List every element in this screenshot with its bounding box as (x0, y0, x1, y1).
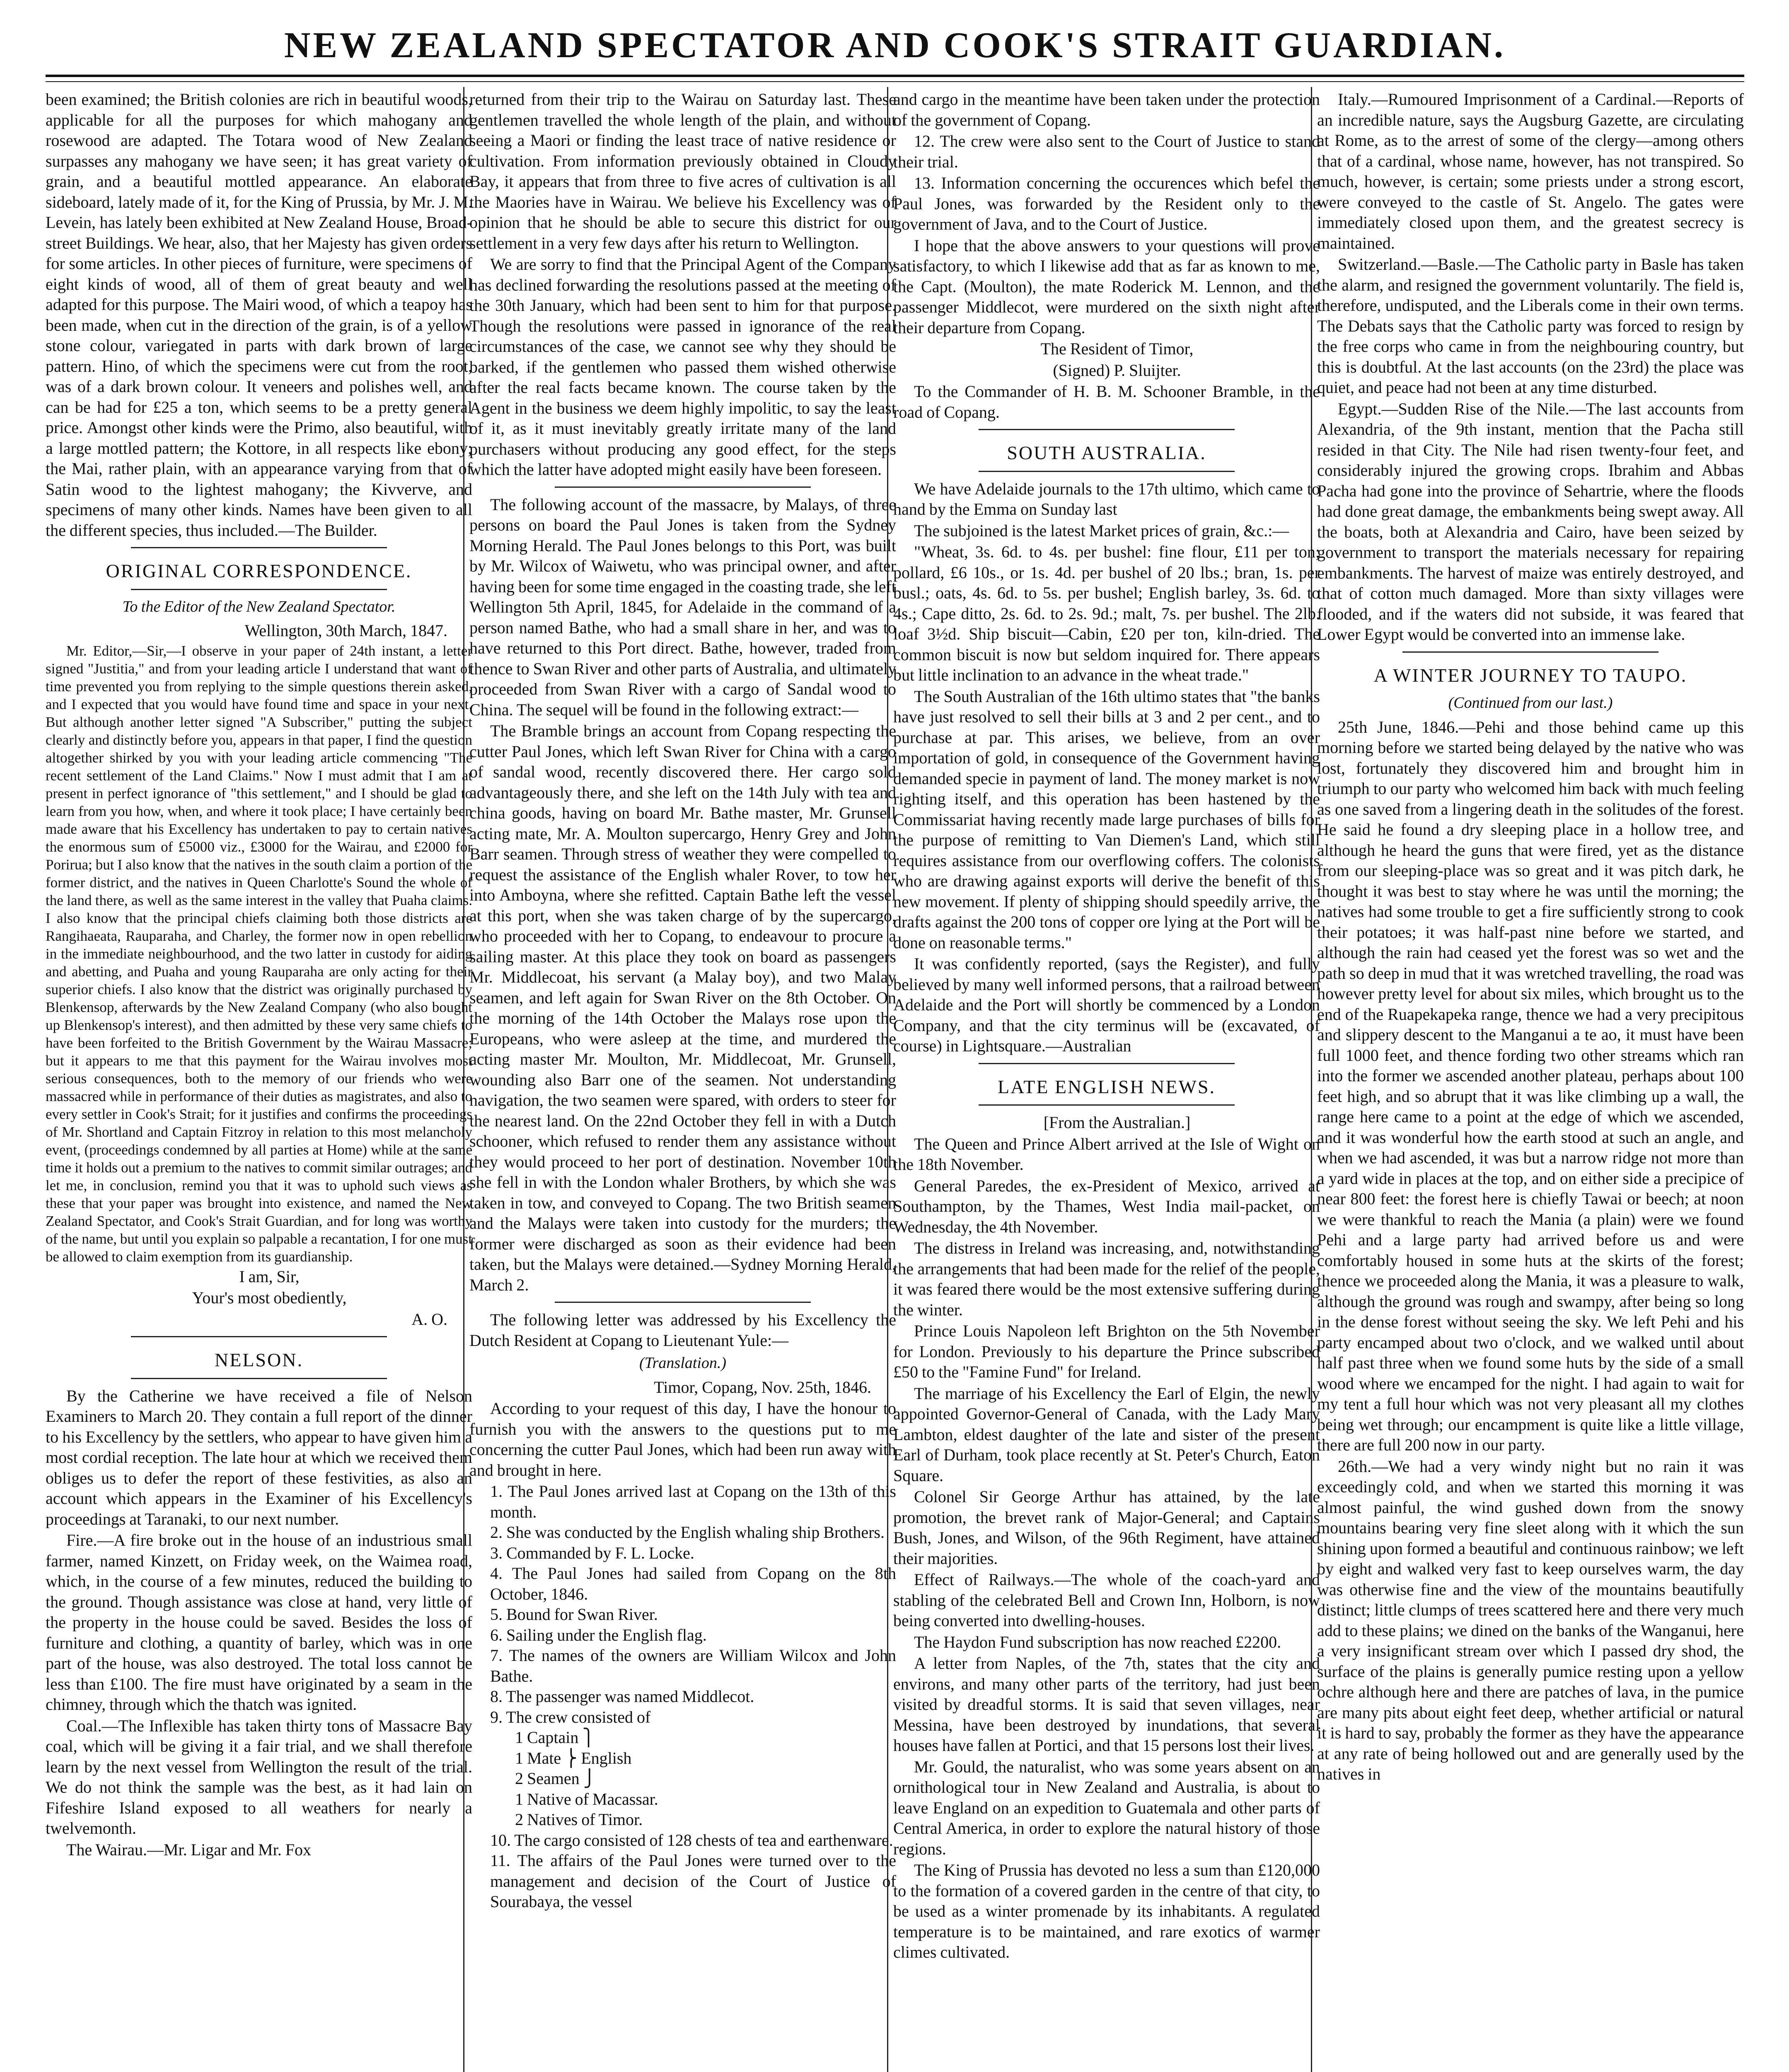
letter-cont: and cargo in the meantime have been taken under the protection of the government of Copang. (893, 90, 1320, 129)
crew-list (469, 1727, 896, 1830)
article-coal: Coal.—The Inflexible has taken thirty tons of Massacre Bay coal, which will be giving it a fair trial, and we shall therefore learn by the next vessel from Wellington the result of the trial. We do not think the sample was the best, as it had lain on Fifeshire Island exposed to all weathers for nearly a twelvemonth. (46, 1716, 472, 1837)
article-railroad: It was confidently reported, (says the Register), and fully believed by many well informed persons, that a railroad between Adelaide and the Port will shortly be commenced by a London Company, and that the city terminus will be (excavated, of course) in Lightsquare.—Australian (893, 954, 1320, 1055)
news-item: A letter from Naples, of the 7th, states that the city and environs, and many other parts of the territory, had just been visited by dreadful storms. It is said that seven villages, near Messina, have been destroyed by inundations, that several houses have fallen at Portici, and that 15 persons lost their lives. (893, 1654, 1320, 1755)
list-item: 6. Sailing under the English flag. (490, 1625, 707, 1644)
list-item: 10. The cargo consisted of 128 chests of tea and earthenware. (490, 1830, 893, 1849)
translation-label: (Translation.) (639, 1354, 727, 1372)
crew-item: 2 Natives of Timor. (515, 1810, 643, 1829)
article-fire: Fire.—A fire broke out in the house of an industrious small farmer, named Kinzett, on Friday week, on the Waimea road, which, in the course of a few minutes, reduced the building to the ground. Though assistance was close at hand, very little of the property in the house could be saved. Besides the loss of furniture and clothing, a quantity of barley, which was in one part of the house, was also destroyed. The total loss cannot be less than £100. The fire must have originated by a seam in the chimney, through which the thatch was ignited. (46, 1531, 472, 1714)
continued-note: (Continued from our last.) (1448, 694, 1613, 712)
list-item: 4. The Paul Jones had sailed from Copang on the 8th October, 1846. (490, 1564, 896, 1603)
letter-dateline: Timor, Copang, Nov. 25th, 1846. (654, 1377, 871, 1397)
article-adelaide: We have Adelaide journals to the 17th ultimo, which came to hand by the Emma on Sunday last (893, 479, 1320, 518)
article-nelson-dinner: By the Catherine we have received a file of Nelson Examiners to March 20. They contain a full report of the dinner to his Excellency by the settlers, who appear to have given him a most cordial reception. The late hour at which we received them obliges us to defer the report of these festivities, as also an account which appears in the Examiner of his Excellency's proceedings at Taranaki, to our next number. (46, 1386, 472, 1528)
journal-entry-26th: 26th.—We had a very windy night but no rain it was exceedingly cold, and when we started this morning it was almost painful, the wind gushed down from the snowy mountains bearing very fine sleet along with it which the sun shining upon formed a beautiful and continuous rainbow; we left by eight and walked very fast to keep ourselves warm, the day was otherwise fine and the view of the mountains beautifully distinct; little clumps of trees scattered here and there very much add to these plains; we dined on the banks of the Wanganui, here a very insignificant stream over which I passed dry shod, the surface of the plains is generally pumice resting upon a yellow ochre although here and there are patches of lava, in the pumice are many pits about eight feet deep, whether artificial or natural it is hard to say, probably the former as they have the appearance at any rate of being hollowed out and are generally used by the natives in (1317, 1457, 1744, 1783)
masthead: NEW ZEALAND SPECTATOR AND COOK'S STRAIT GUARDIAN. (284, 25, 1506, 65)
masthead-rule-thin (46, 81, 1744, 82)
heading-original-correspondence: ORIGINAL CORRESPONDENCE. (106, 560, 412, 581)
separator (131, 589, 387, 590)
article-banks: The South Australian of the 16th ultimo states that "the banks have just resolved to sell their bills at 3 and 2 per cent., and to purchase at par. This arises, we believe, from an over importation of gold, in consequence of the Government having demanded specie in payment of land. The money market is now righting itself, and this operation has been hastened by the Commissariat having recently made large purchases of bills for the purpose of remitting to Van Diemen's Land, which still requires assistance from our overflowing coffers. The colonists who are drawing against exports will derive the benefit of this new movement. If plenty of shipping should speedily arrive, the drafts against the 200 tons of copper ore lying at the Port will be done on reasonable terms." (893, 687, 1320, 952)
list-item: 11. The affairs of the Paul Jones were turned over to the management and decision of the Court of Justice of Sourabaya, the vessel (490, 1851, 896, 1911)
article-bramble: The Bramble brings an account from Copang respecting the cutter Paul Jones, which left Swan River for China with a cargo of sandal wood, recently discovered there. Her cargo sold advantageously there, and she left on the 14th July with tea and china goods, having on board Mr. Bathe master, Mr. Grunsell acting mate, Mr. A. Moulton supercargo, Henry Grey and John Barr seamen. Through stress of weather they were compelled to request the assistance of the English whaler Rover, to tow her into Amboyna, where she refitted. Captain Bathe left the vessel at this port, when she was taken charge of by the supercargo, who proceeded with her to Copang, to endeavour to procure a sailing master. At this place they took on board as passengers Mr. Middlecoat, his servant (a Malay boy), and two Malay seamen, and left again for Swan River on the 8th October. On the morning of the 14th October the Malays rose upon the Europeans, who were asleep at the time, and murdered the acting master Mr. Moulton, Mr. Middlecoat, Mr. Grunsell, wounding also Barr one of the seamen. Not understanding navigation, the two seamen were spared, with orders to steer for the nearest land. On the 22nd October they fell in with a Dutch schooner, which refused to render them any assistance without they would proceed to her port of destination. November 10th she fell in with the London whaler Brothers, by which she was taken in tow, and conveyed to Copang. The two British seamen and the Malays were taken into custody for the murders; the former were discharged as soon as their evidence had been taken, but the Malays were detained.—Sydney Morning Herald, March 2. (469, 721, 896, 1294)
crew-item: 1 Mate ⎬ English (515, 1748, 632, 1767)
column-1 (46, 89, 472, 2072)
separator (979, 1063, 1235, 1064)
list-item: 13. Information concerning the occurences which befel the Paul Jones, was forwarded by the Resident only to the government of Java, and to the Court of Justice. (893, 174, 1320, 233)
list-item: 3. Commanded by F. L. Locke. (490, 1543, 694, 1562)
masthead-rule (46, 75, 1744, 77)
news-item: The marriage of his Excellency the Earl of Elgin, the newly appointed Governor-General of Canada, with the Lady Mary Lambton, eldest daughter of the late and sister of the present Earl of Durham, took place recently at St. Peter's Church, Eaton Square. (893, 1384, 1320, 1485)
list-item: 2. She was conducted by the English whaling ship Brothers. (490, 1523, 885, 1542)
column-2 (469, 89, 896, 2072)
letter-closing: I am, Sir, (239, 1267, 300, 1286)
news-switzerland: Switzerland.—Basle.—The Catholic party in Basle has taken the alarm, and resigned the government voluntarily. The field is, therefore, undisputed, and the Liberals come in their own terms. The Debats says that the Catholic party was forced to resign by the free corps who came in from the neighbouring country, but this is doubtful. At the last accounts (on the 23rd) the place was quiet, and peace had not been at any time disturbed. (1317, 255, 1744, 397)
letter-body: According to your request of this day, I have the honour to furnish you with the answers to the questions put to me concerning the cutter Paul Jones, which had been run away with and brought in here. (469, 1399, 896, 1479)
article-massacre-intro: The following account of the massacre, by Malays, of three persons on board the Paul Jones is taken from the Sydney Morning Herald. The Paul Jones belongs to this Port, was built by Mr. Wilcox of Waiwetu, who was principal owner, and after having been for some time engaged in the coasting trade, she left Wellington 5th April, 1845, for Adelaide in the command of a person named Bathe, who had a small share in her, and was to have returned to this Port direct. Bathe, however, traded from thence to Swan River and other parts of Australia, and ultimately proceeded from Swan River with a cargo of Sandal wood to China. The sequel will be found in the following extract:— (469, 495, 896, 719)
list-item: 1. The Paul Jones arrived last at Copang on the 13th of this month. (490, 1482, 896, 1521)
news-item: The Queen and Prince Albert arrived at the Isle of Wight on the 18th November. (893, 1134, 1320, 1174)
heading-late-english-news: LATE ENGLISH NEWS. (998, 1076, 1216, 1097)
crew-item: 1 Captain ⎫ (515, 1728, 595, 1747)
separator (555, 487, 811, 488)
news-item: The Haydon Fund subscription has now reached £2200. (914, 1632, 1281, 1651)
letter-body: I hope that the above answers to your questions will prove satisfactory, to which I likewise add that as far as known to me, the Capt. (Moulton), the mate Roderick M. Lennon, and the passenger Middlecot, were murdered on the sixth night after their departure from Copang. (893, 236, 1320, 337)
source-line: [From the Australian.] (1043, 1113, 1191, 1132)
news-italy: Italy.—Rumoured Imprisonment of a Cardinal.—Reports of an incredible nature, says the Augsburg Gazette, are circulating at Rome, as to the arrest of some of the clergy—among others that of a cardinal, whose name, however, has not transpired. So much, however, is certain; some priests under a strong escort, were conveyed to the castle of St. Angelo. The gates were immediately closed upon them, and the greatest secrecy is maintained. (1317, 90, 1744, 252)
separator (979, 471, 1235, 472)
separator (979, 1104, 1235, 1106)
article-company-agent: We are sorry to find that the Principal Agent of the Company has declined forwarding the resolutions passed at the meeting of the 30th January, which had been sent to him for that purpose. Though the resolutions were passed in ignorance of the real circumstances of the case, we cannot see why they should be barked, if the gentlemen who passed them wished otherwise after the real facts became known. The course taken by the Agent in the business we deem highly impolitic, to say the least of it, as it must inevitably greatly irritate many of the land purchasers without producing any good effect, for the steps which the latter have adopted might easily have been foreseen. (469, 255, 896, 479)
separator (979, 429, 1235, 430)
letter-address: To the Editor of the New Zealand Spectator. (122, 598, 396, 615)
letter-closing: Your's most obediently, (192, 1288, 347, 1307)
article-timber-woods: been examined; the British colonies are rich in beautiful woods, applicable for all the purposes for which mahogany and rosewood are adapted. The Totara wood of New Zealand surpasses any mahogany we have seen; it has great variety of grain, and a beautiful mottled appearance. An elaborate sideboard, lately made of it, for the King of Prussia, by Mr. J. M. Levein, has lately been exhibited at New Zealand House, Broad-street Buildings. We hear, also, that her Majesty has given orders for some articles. In other pieces of furniture, were specimens of eight kinds of wood, all of them of great beauty and well adapted for this purpose. The Mairi wood, of which a teapoy has been made, when cut in the direction of the grain, is of a yellow stone colour, variegated in parts with dark brown of large pattern. Hino, of which the specimens were cut from the root, was of a dark brown colour. It veneers and polishes well, and can be had for £25 a ton, which seems to be a pretty general price. Amongst other kinds were the Primo, also beautiful, with a large mottled pattern; the Kottore, in all respects like ebony; the Mai, rather plain, with an appearance varying from that of Satin wood to the lightest mahogany; the Kivverve, and specimens of many other kinds. Names have been given to all the different species, thus included.—The Builder. (46, 90, 472, 540)
article-wairau-cont: returned from their trip to the Wairau on Saturday last. These gentlemen travelled the whole length of the plain, and without seeing a Maori or finding the least trace of native residence or cultivation. From information previously obtained in Cloudy Bay, it appears that from three to five acres of cultivation is all the Maories have in Wairau. We believe his Excellency was of opinion that he should be able to secure this district for our settlement in a very few days after his return to Wellington. (469, 90, 896, 252)
journal-entry-25th: 25th June, 1846.—Pehi and those behind came up this morning before we started being delayed by the native who was lost, fortunately they discovered him and brought him in triumph to our party who welcomed him back with much feeling as one saved from a lingering death in the solitudes of the forest. He said he found a dry sleeping place in a hollow tree, and although he heard the guns that were fired, yet as the distance from our sleeping-place was so great and it was pitch dark, he thought it was best to stay where he was until the morning; the natives had some trouble to get a fire sufficiently strong to cook their potatoes; it was half-past nine before we started, and although the rain had ceased yet the forest was so wet and the path so deep in mud that it was wretched travelling, the road was however pretty level for about six miles, which brought us to the end of the Ruapekapeka range, thence we had a very precipitous and slippery descent to the Manganui a te ao, it must have been full 1000 feet, and thence fording two other streams which ran into the former we ascended another plateau, perhaps about 100 feet high, and so abrupt that it was like climbing up a wall, the range here came to a point at the edge of which we ascended, and it was wonderful how the earth stood at such an angle, and when we had ascended, it was but a narrow ridge not more than a yard wide in places at the top, and on either side a precipice of near 800 feet: the forest here is chiefly Tawai or beech; at noon we were thankful to reach the Mania (a plain) were we found Pehi and a large party had arrived before us and were comfortably housed in some huts at the skirts of the forest; thence we proceeded along the Mania, it was a pleasure to walk, although the ground was rough and swampy, after being so long in the dense forest without seeing the sky. We left Pehi and his party encamped about two o'clock, and we walked until about half past three when we found some huts by the side of a small wood where we encamped for the night. I had again to wait for my tent a full hour which was not very pleasant all my clothes being wet through; our encampment is quite like a little village, there are full 200 now in our party. (1317, 717, 1744, 1454)
news-item: Prince Louis Napoleon left Brighton on the 5th November for London. Previously to his departure the Prince subscribed £50 to the "Famine Fund" for Ireland. (893, 1322, 1320, 1381)
letter-addressee: To the Commander of H. B. M. Schooner Bramble, in the road of Copang. (893, 382, 1320, 421)
column-3 (893, 89, 1320, 2072)
list-item: 12. The crew were also sent to the Court of Justice to stand their trial. (893, 132, 1320, 171)
list-item: 8. The passenger was named Middlecot. (490, 1687, 754, 1706)
letter-signature: The Resident of Timor, (1040, 339, 1194, 358)
news-item: Colonel Sir George Arthur has attained, by the late promotion, the brevet rank of Major-General; and Captains Bush, Jones, and Wilson, of the 96th Regiment, have attained their majorities. (893, 1487, 1320, 1568)
news-item: The King of Prussia has devoted no less a sum than £120,000 to the formation of a covered garden in the centre of that city, to be used as a winter promenade by its inhabitants. A regulated temperature is to be maintained, and rare exotics of warmer climes cultivated. (893, 1861, 1320, 1961)
crew-item: 1 Native of Macassar. (515, 1789, 658, 1808)
article-market-prices: "Wheat, 3s. 6d. to 4s. per bushel: fine flour, £11 per ton; pollard, £6 10s., or 1s. 4d. per bushel of 20 lbs.; bran, 1s. per busl.; oats, 4s. 6d. to 5s. per bushel; English barley, 3s. 6d. to 4s.; Cape ditto, 2s. 6d. to 2s. 9d.; malt, 7s. per bushel. The 2lb. loaf 3½d. Ship biscuit—Cabin, £20 per ton, kiln-dried. The common biscuit is now but seldom inquired for. There appears but little inclination to an advance in the wheat trade." (893, 542, 1320, 684)
letter-signature: (Signed) P. Sluijter. (1053, 361, 1181, 380)
list-item: 7. The names of the owners are William Wilcox and John Bathe. (490, 1646, 896, 1685)
list-item: 5. Bound for Swan River. (490, 1605, 658, 1624)
article-wairau: The Wairau.—Mr. Ligar and Mr. Fox (66, 1840, 311, 1859)
news-item: General Paredes, the ex-President of Mexico, arrived at Southampton, by the Thames, West India mail-packet, on Wednesday, the 4th November. (893, 1176, 1320, 1236)
heading-south-australia: SOUTH AUSTRALIA. (1007, 442, 1206, 463)
news-item: Mr. Gould, the naturalist, who was some years absent on an ornithological tour in New Zealand and Australia, is about to leave England on an expedition to Guatemala and other parts of Central America, in order to explore the natural history of those regions. (893, 1757, 1320, 1858)
separator (1402, 651, 1658, 653)
heading-nelson: NELSON. (215, 1349, 303, 1370)
letter-body: Mr. Editor,—Sir,—I observe in your paper of 24th instant, a letter signed "Justitia," and from your leading article I understand that want of time prevented you from replying to the simple questions therein asked, and I expected that you would have found time and space in your next. But although another letter signed "A Subscriber," putting the subject clearly and distinctly before you, appears in that paper, I find the question altogether shirked by you with your leading article commencing "The recent settlement of the Land Claims." Now I must admit that I am at present in perfect ignorance of "this settlement," and I should be glad to learn from you how, when, and where it took place; I have certainly been made aware that his Excellency has undertaken to pay to certain natives the enormous sum of £5000 viz., £3000 for the Wairau, and £2000 for Porirua; but I also know that the natives in the south claim a portion of the former district, and the natives in Queen Charlotte's Sound the whole of the land there, as well as the same interest in the valley that Puaha claims. I also know that the principal chiefs claiming both those districts are Rangihaeata, Rauparaha, and Charley, the former now in open rebellion in the immediate neighbourhood, and the two latter in custody for aiding and abetting, and Puaha and young Rauparaha are only acting for their superior chiefs. I also know that the district was originally purchased by Blenkensop, afterwards by the New Zealand Company (who also bought up Blenkensop's interest), and then admitted by these very same chiefs to have been forfeited to the British Government by the Wairau Massacre; but it appears to me that this payment for the Wairau involves most serious consequences, both to the memory of our friends who were massacred while in performance of their duties as magistrates, and also to every settler in Cook's Strait; for it justifies and confirms the proceedings of Mr. Shortland and Captain Fitzroy in relation to this most melancholy event, (proceedings condemned by all parties at Home) while at the same time it holds out a premium to the natives to commit similar outrages; and let me, in conclusion, remind you that it was to uphold such views as these that your paper was brought into existence, and named the New Zealand Spectator, and Cook's Strait Guardian, and for long was worthy of the name, but until you explain so palpable a recantation, I for one must be allowed to claim exemption from its guardianship. (46, 642, 472, 1265)
letter-signature: A. O. (411, 1310, 447, 1329)
separator (555, 1302, 811, 1303)
separator (131, 1336, 387, 1337)
separator (131, 547, 387, 548)
news-item: Effect of Railways.—The whole of the coach-yard and stabling of the celebrated Bell and Crown Inn, Holborn, is now being converted into dwelling-houses. (893, 1570, 1320, 1630)
letter-intro: The following letter was addressed by his Excellency the Dutch Resident at Copang to Lieutenant Yule:— (469, 1310, 896, 1350)
separator (131, 1378, 387, 1379)
heading-winter-journey: A WINTER JOURNEY TO TAUPO. (1373, 664, 1687, 686)
news-item: The distress in Ireland was increasing, and, notwithstanding the arrangements that had been made for the relief of the people, it was feared there would be the most extensive suffering during the winter. (893, 1239, 1320, 1319)
letter-dateline: Wellington, 30th March, 1847. (244, 621, 447, 640)
answers-list (469, 1481, 896, 1912)
column-4 (1317, 89, 1744, 2072)
news-egypt: Egypt.—Sudden Rise of the Nile.—The last accounts from Alexandria, of the 9th instant, mention that the Pacha still resided in that City. The Nile had risen twenty-four feet, and considerably injured the growing crops. Ibrahim and Abbas Pacha had gone into the province of Sehartrie, where the floods had done great damage, the embankments being swept away. All the boats, both at Alexandria and Cairo, have been seized by government to transport the materials necessary for repairing embankments. The harvest of maize was entirely destroyed, and that of cotton much damaged. More than sixty villages were flooded, and if the waters did not subside, it was feared that Lower Egypt would be converted into an immense lake. (1317, 399, 1744, 644)
list-item: 9. The crew consisted of (490, 1707, 651, 1726)
crew-item: 2 Seamen ⎭ (515, 1769, 596, 1788)
article-market-intro: The subjoined is the latest Market prices of grain, &c.:— (914, 521, 1289, 540)
